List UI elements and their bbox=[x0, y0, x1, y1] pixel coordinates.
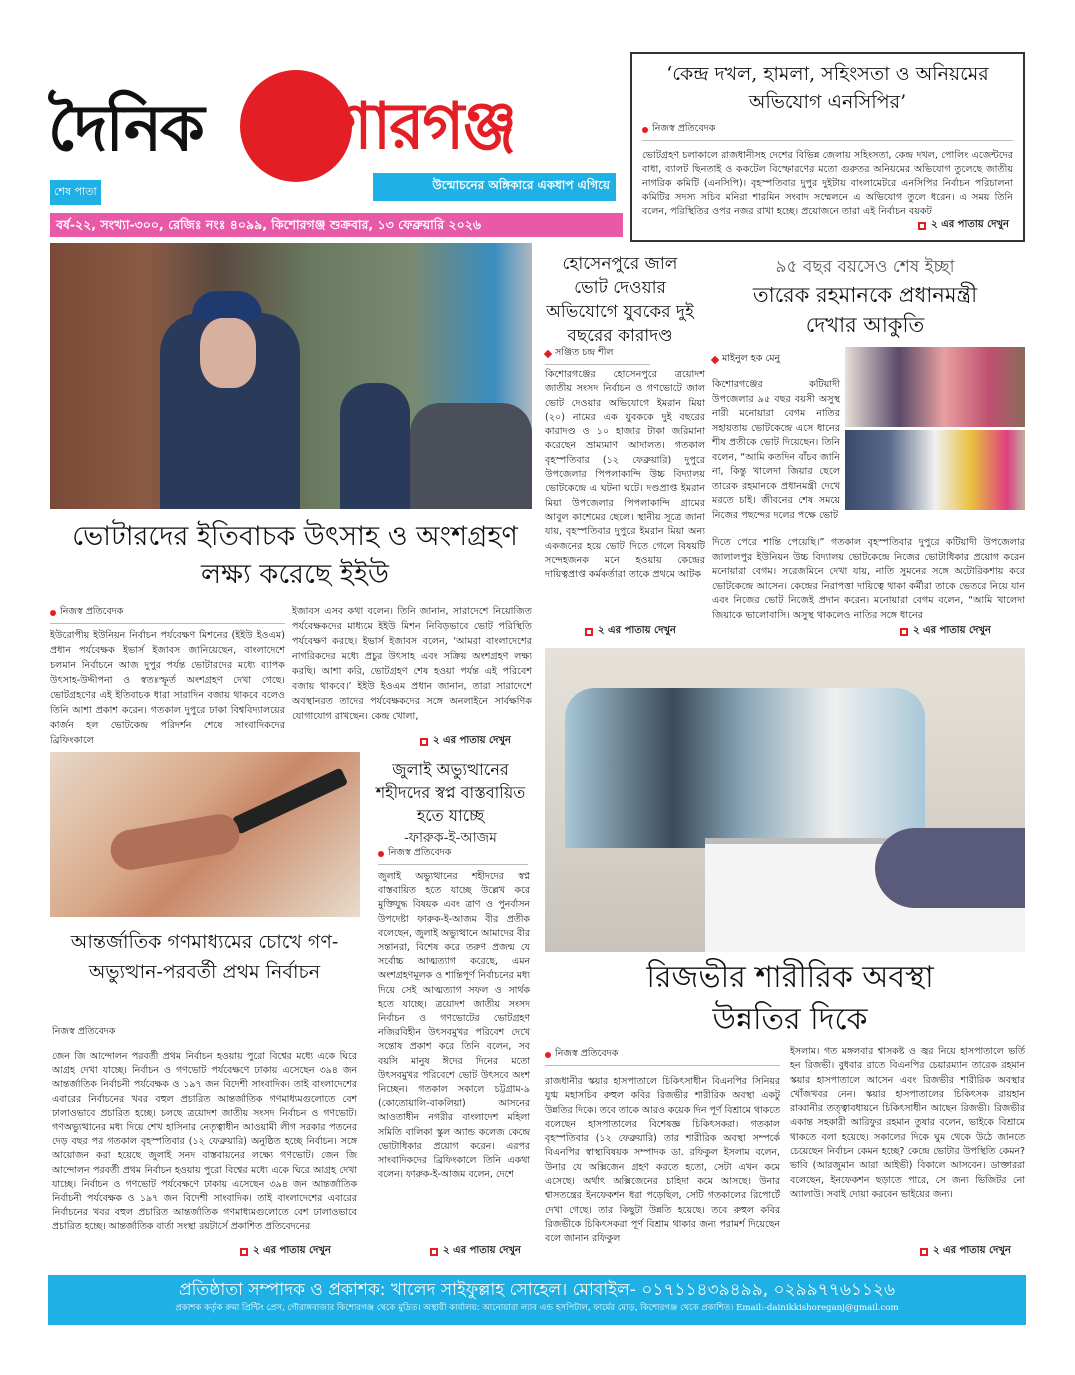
continue-label: ২ এর পাতায় দেখুন bbox=[253, 1245, 331, 1256]
continue-square-icon bbox=[240, 1248, 248, 1256]
rizvi-hospital-photo bbox=[545, 648, 1025, 952]
tarek-kicker: ৯৫ বছর বয়সেও শেষ ইচ্ছা bbox=[775, 257, 955, 277]
rizvi-body-col1: রাজধানীর স্কয়ার হাসপাতালে চিকিৎসাধীন বিএনপির সিনিয়র যুগ্ম মহাসচিব রুহুল কবির রিজভীর শারীরিক অবস্থা একটু উন্নতির দিকে। তবে তাকে আরও কয়েক দিন পূর্ণ বিশ্রামে থাকতে বলেছেন হাসপাতালের বিশেষজ্ঞ চিকিৎসকরা। গতকাল বৃহস্পতিবার (১২ ফেব্রুয়ারি) তার শারীরিক অবস্থা সম্পর্কে বিএনপির স্বাস্থ্যবিষয়ক সম্পাদক ডা. রফিকুল ইসলাম বলেন, উনার যে অক্সিজেন গ্রহণ করতে হতো, সেটা এখন কমে এসেছে। অর্থাৎ অক্সিজেনের চাহিদা কমে আসছে। উনার শ্বাসতন্ত্রের ইনফেকশন ধরা পড়েছিল, সেটি গতকালের রিপোর্টে দেখা গেছে। তার কিছুটা উন্নতি হয়েছে। তবে রুহুল কবির রিজভীকে চিকিৎসকরা পূর্ণ বিশ্রাম থাকার জন্য পরামর্শ দিয়েছেন বলে জানান রফিকুল bbox=[545, 1076, 780, 1245]
masthead-title-right: কিশোরগঞ্জ bbox=[248, 90, 516, 164]
intl-headline: আন্তর্জাতিক গণমাধ্যমের চোখে গণ-অভ্যুত্থান-পরবর্তী প্রথম নির্বাচন bbox=[70, 931, 339, 983]
tarek-byline bbox=[712, 352, 832, 370]
bullet-diamond-icon bbox=[544, 349, 552, 357]
tarek-continue-link[interactable] bbox=[900, 623, 991, 640]
ncp-byline bbox=[642, 122, 1013, 141]
slogan-banner: উন্মোচনের অঙ্গিকারে একধাপ এগিয়ে bbox=[373, 173, 616, 201]
continue-square-icon bbox=[585, 628, 593, 636]
eu-headline: ভোটারদের ইতিবাচক উৎসাহ ও অংশগ্রহণ লক্ষ্য করেছে ইইউ bbox=[72, 521, 518, 590]
ncp-headline: ‘কেন্দ্র দখল, হামলা, সহিংসতা ও অনিয়মের অভিযোগ এনসিপির’ bbox=[666, 63, 989, 113]
masthead bbox=[48, 70, 623, 180]
footer-email[interactable]: Email:-dainikkishoreganj@gmail.com bbox=[736, 1303, 899, 1313]
footer-publisher-line: প্রতিষ্ঠাতা সম্পাদক ও প্রকাশক: খালেদ সাইফুল্লাহ সোহেল। মোবাইল- ০১৭১১৪৩৯৪৯৯, ০২৯৯৭৭৬১১২৬ bbox=[178, 1280, 896, 1300]
continue-label: ২ এর পাতায় দেখুন bbox=[443, 1245, 521, 1256]
ncp-body: ভোটগ্রহণ চলাকালে রাজধানীসহ দেশের বিভিন্ন জেলায় সহিংসতা, কেন্দ্র দখল, পোলিং এজেন্টদের বাধা, ব্যালট ছিনতাই ও ককটেল বিস্ফোরণের মতো গুরুতর অনিয়মের অভিযোগ তুলেছে জাতীয় নাগরিক কমিটি (এনসিপি)। বৃহস্পতিবার দুপুর দুইটায় বাংলামেটরে এনসিপির নির্বাচন পরিচালনা কমিটির সদস্য সচিব মনিরা শারমিন সংবাদ সম্মেলনে এ অভিযোগ তুলে ধরেন। এ সময় তিনি বলেন, পরিস্থিতির ওপর নজর রাখা হচ্ছে। প্রয়োজনে তারা এই নির্বাচন বয়কট bbox=[642, 150, 1013, 217]
continue-label: ২ এর পাতায় দেখুন bbox=[433, 735, 511, 746]
rizvi-byline-text: নিজস্ব প্রতিবেদক bbox=[555, 1048, 619, 1059]
eu-byline bbox=[50, 605, 285, 624]
tarek-byline-text: মাইনুল হক মেনু bbox=[722, 353, 781, 364]
rizvi-byline bbox=[545, 1047, 780, 1066]
continue-square-icon bbox=[918, 222, 926, 230]
footer-imprint-text: প্রকাশক কর্তৃক রুমা প্রিন্টিং প্রেস, গৌরাঙ্গবাজার কিশোরগঞ্জ থেকে মুদ্রিত। অস্থায়ী কার্যালয়: আনোয়ারা ল্যাব এন্ড হসপিটাল, ফার্মের মোড়, কিশোরগঞ্জ থেকে প্রকাশিত। bbox=[175, 1303, 734, 1313]
july-body: জুলাই অভ্যুত্থানের শহীদদের স্বপ্ন বাস্তবায়িত হতে যাচ্ছে উল্লেখ করে মুক্তিযুদ্ধ বিষয়ক এবং ত্রাণ ও পুনর্বাসন উপদেষ্টা ফারুক-ই-আজম বীর প্রতীক বলেছেন, জুলাই অভ্যুত্থানে আমাদের বীর সন্তানরা, বিশেষ করে তরুণ প্রজন্ম যে সর্বোচ্চ আত্মত্যাগ করেছে, এমন অংশগ্রহণমূলক ও শান্তিপূর্ণ নির্বাচনের মধ্য দিয়ে সেই আত্মত্যাগ সফল ও সার্থক হতে যাচ্ছে। ত্রয়োদশ জাতীয় সংসদ নির্বাচন ও গণভোটের ভোটগ্রহণ নজিরবিহীন উৎসবমুখর পরিবেশ দেখে সন্তোষ প্রকাশ করে তিনি বলেন, সব বয়সি মানুষ ঈদের দিনের মতো উৎসবমুখর পরিবেশে ভোট উৎসবে অংশ নিচ্ছেন। গতকাল সকালে চট্টগ্রাম-৯ (কোতোয়ালি-বাকলিয়া) আসনের আওতাধীন নগরীর বাংলাদেশ মহিলা সমিতি বালিকা স্কুল অ্যান্ড কলেজ কেন্দ্রে ভোটাধিকার প্রয়োগ করেন। এরপর সাংবাদিকদের ব্রিফিংকালে তিনি একথা বলেন। ফারুক-ই-আজম বলেন, দেশে bbox=[378, 871, 530, 1181]
issue-info-bar: বর্ষ-২২, সংখ্যা-৩০০, রেজিঃ নংঃ ৪০৯৯, কিশোরগঞ্জ শুক্রবার, ১৩ ফেব্রুয়ারি ২০২৬ bbox=[50, 213, 623, 237]
july-continue-link[interactable] bbox=[430, 1243, 521, 1260]
voter-photo-1 bbox=[845, 347, 1025, 427]
july-attribution: -ফারুক-ই-আজম bbox=[404, 830, 497, 846]
rizvi-continue-link[interactable] bbox=[920, 1243, 1011, 1260]
eu-body-col1: ইউরোপীয় ইউনিয়ন নির্বাচন পর্যবেক্ষণ মিশনের (ইইউ ইওএম) প্রধান পর্যবেক্ষক ইভার্স ইজাবস জানিয়েছেন, বাংলাদেশে চলমান নির্বাচনে আজ দুপুর পর্যন্ত ভোটারদের মধ্যে ব্যাপক উৎসাহ-উদ্দীপনা ও স্বতঃস্ফূর্ত অংশগ্রহণ দেখা গেছে। ভোটগ্রহণের এই ইতিবাচক ধারা সারাদিন বজায় থাকবে বলেও তিনি আশা প্রকাশ করেন। গতকাল দুপুরে ঢাকা বিশ্ববিদ্যালয়ের কার্জন হল ভোটকেন্দ্র পরিদর্শন শেষে সাংবাদিকদের ব্রিফিংকালে bbox=[50, 630, 285, 746]
tarek-body-bottom: দিতে পেরে শান্তি পেয়েছি।” গতকাল বৃহস্পতিবার দুপুরে কটিয়াদী উপজেলার জালালপুর ইউনিয়ন উচ্চ বিদ্যালয় ভোটকেন্দ্রে নিজের ভোটাধিকার প্রয়োগ করেন মনোয়ারা বেগম। সরেজমিনে দেখা যায়, নাতি সুমনের সঙ্গে অটোরিকশায় করে ভোটকেন্দ্রে আসেন। কেন্দ্রের নিরাপত্তা দায়িত্বে থাকা কর্মীরা তাকে ভেতরে নিয়ে যান এবং নিজের ভোট নিজেই প্রদান করেন। মনোয়ারা বেগম বলেন, “আমি খালেদা জিয়াকে ভালোবাসি। অসুস্থ থাকলেও নাতির সঙ্গে ধানের bbox=[712, 537, 1025, 621]
photo-figure-face bbox=[200, 318, 256, 388]
rizvi-body-col2: ইসলাম। গত মঙ্গলবার শ্বাসকষ্ট ও জ্বর নিয়ে হাসপাতালে ভর্তি হন রিজভী। বুধবার রাতে বিএনপির চেয়ারম্যান তারেক রহমান স্কয়ার হাসপাতালে আসেন এবং রিজভীর শারীরিক অবস্থার খোঁজখবর নেন। স্কয়ার হাসপাতালের চিকিৎসক রায়হান রাব্বানীর তত্ত্বাবধায়নে চিকিৎসাধীন আছেন রিজভী। রিজভীর একান্ত সহকারী আরিফুর রহমান তুষার বলেন, ভাইকে বিশ্রামে থাকতে বলা হয়েছে। সকালের দিকে ঘুম থেকে উঠে জানতে চেয়েছেন নির্বাচন কেমন হচ্ছে? কেন্দ্রে ভোটার উপস্থিতি কেমন? ভাবি (আরজুমান আরা আইভী) বিকালে আসবেন। ডাক্তাররা বলেছেন, ইনফেকশন ছড়াতে পারে, সে জন্য ভিজিটর নো অ্যালাউ। সবাই দোয়া করবেন ভাইয়ের জন্য। bbox=[790, 1046, 1025, 1200]
intl-body: জেন জি আন্দোলন পরবর্তী প্রথম নির্বাচন হওয়ায় পুরো বিশ্বের মধ্যে একে ঘিরে আগ্রহ দেখা যাচ্ছে। নির্বাচন ও গণভোট পর্যবেক্ষণে ঢাকায় এসেছেন ৩৯৪ জন আন্তর্জাতিক নির্বাচনী পর্যবেক্ষক ও ১৯৭ জন বিদেশী সাংবাদিক। তাই বাংলাদেশের এবারের নির্বাচনের খবর বহুল প্রচারিত আন্তর্জাতিক গণমাধ্যমগুলোতে বেশ ঢালাওভাবে প্রচারিত হচ্ছে। চলছে ত্রয়োদশ জাতীয় সংসদ নির্বাচন ও গণভোট। গণঅভ্যুত্থানের মধ্য দিয়ে শেখ হাসিনার নেতৃত্বাধীন আওয়ামী লীগ সরকার পতনের দেড় বছর পর গতকাল বৃহস্পতিবার (১২ ফেব্রুয়ারি) অনুষ্ঠিত হচ্ছে নির্বাচন। সঙ্গে আয়োজন করা হয়েছে জুলাই সনদ বাস্তবায়নের লক্ষ্যে গণভোট। জেন জি আন্দোলন পরবর্তী প্রথম নির্বাচন হওয়ায় পুরো বিশ্বের মধ্যে একে ঘিরে আগ্রহ দেখা যাচ্ছে। নির্বাচন ও গণভোট পর্যবেক্ষণে ঢাকায় এসেছেন ৩৯৪ জন আন্তর্জাতিক নির্বাচনী পর্যবেক্ষক ও ১৯৭ জন বিদেশী সাংবাদিক। তাই বাংলাদেশের এবারের নির্বাচনের খবর বহুল প্রচারিত আন্তর্জাতিক গণমাধ্যমগুলোতে বেশ ঢালাওভাবে প্রচারিত হচ্ছে। আন্তর্জাতিক বার্তা সংস্থা রয়টার্সে প্রকাশিত প্রতিবেদনের bbox=[52, 1051, 357, 1233]
hosenpur-byline-text: সঞ্জিত চন্দ্র শীল bbox=[555, 347, 614, 358]
july-byline-text: নিজস্ব প্রতিবেদক bbox=[388, 847, 452, 858]
photo-marker-pen bbox=[232, 767, 348, 834]
photo-finger bbox=[108, 811, 243, 873]
continue-square-icon bbox=[920, 1248, 928, 1256]
section-label: শেষ পাতা bbox=[50, 180, 101, 205]
continue-square-icon bbox=[430, 1248, 438, 1256]
ncp-article-box bbox=[630, 52, 1025, 242]
july-byline bbox=[378, 846, 528, 865]
continue-label: ২ এর পাতায় দেখুন bbox=[931, 219, 1009, 230]
photo-figure-crowd bbox=[410, 403, 532, 509]
photo-figure-woman bbox=[340, 383, 410, 509]
photo-figure-cap bbox=[192, 291, 262, 319]
july-headline: জুলাই অভ্যুত্থানের শহীদদের স্বপ্ন বাস্তবায়িত হতে যাচ্ছে bbox=[375, 760, 526, 825]
continue-square-icon bbox=[420, 738, 428, 746]
intl-continue-link[interactable] bbox=[240, 1243, 331, 1260]
hosenpur-body: কিশোরগঞ্জের হোসেনপুরে ত্রয়োদশ জাতীয় সংসদ নির্বাচন ও গণভোটে জাল ভোট দেওয়ার অভিযোগে ইমরান মিয়া (২০) নামের এক যুবককে দুই বছরের কারাদণ্ড ও ১০ হাজার টাকা জরিমানা করেছেন ভ্রাম্যমাণ আদালত। গতকাল বৃহস্পতিবার (১২ ফেব্রুয়ারি) দুপুরে উপজেলার পিপলাকান্দি উচ্চ বিদ্যালয় ভোটকেন্দ্রে এ ঘটনা ঘটে। দণ্ডপ্রাপ্ত ইমরান মিয়া উপজেলার পিপলাকান্দি গ্রামের আবুল কাশেমের ছেলে। স্থানীয় সূত্রে জানা যায়, বৃহস্পতিবার দুপুরে ইমরান মিয়া অন্য একজনের হয়ে ভোট দিতে গেলে বিষয়টি সন্দেহজনক মনে হওয়ায় কেন্দ্রের দায়িত্বপ্রাপ্ত কর্মকর্তারা তাকে প্রথমে আটক bbox=[545, 369, 705, 581]
bullet-dot-icon bbox=[378, 851, 384, 857]
hosenpur-byline bbox=[545, 346, 650, 365]
hosenpur-continue-link[interactable] bbox=[585, 623, 676, 640]
tarek-body-top: কিশোরগঞ্জের কটিয়াদী উপজেলার ৯৫ বছর বয়সী অসুস্থ নারী মনোয়ারা বেগম নাতির সহায়তায় ভোটকেন্দ্রে এসে ধানের শীষ প্রতীকে ভোট দিয়েছেন। তিনি বলেন, “আমি কতদিন বাঁচব জানি না, কিন্তু খালেদা জিয়ার ছেলে তারেক রহমানকে প্রধানমন্ত্রী দেখে মরতে চাই। জীবনের শেষ সময়ে নিজের পছন্দের দলের পক্ষে ভোট bbox=[712, 379, 840, 521]
eu-body-col2: ইজাবস এসব কথা বলেন। তিনি জানান, সারাদেশে নিয়োজিত পর্যবেক্ষকদের মাধ্যমে ইইউ মিশন নিবিড়ভাবে ভোট পরিস্থিতি পর্যবেক্ষণ করছে। ইভার্স ইজাবস বলেন, ‘আমরা বাংলাদেশের নাগরিকদের মধ্যে প্রচুর উৎসাহ এবং সক্রিয় অংশগ্রহণ লক্ষ্য করছি। আশা করি, ভোটগ্রহণ শেষ হওয়া পর্যন্ত এই পরিবেশ বজায় থাকবে।’ ইইউ ইওএম প্রধান জানান, তারা সারাদেশে অবস্থানরত তাদের পর্যবেক্ষকদের সঙ্গে অনলাইনে সার্বক্ষণিক যোগাযোগ রাখছেন। কেন্দ্র খোলা, bbox=[292, 606, 532, 722]
intl-byline: নিজস্ব প্রতিবেদক bbox=[52, 1026, 116, 1037]
voter-photo-2 bbox=[845, 430, 1025, 510]
footer-imprint-line bbox=[48, 1301, 1026, 1315]
eu-observer-photo bbox=[50, 243, 532, 509]
continue-label: ২ এর পাতায় দেখুন bbox=[598, 625, 676, 636]
bullet-dot-icon bbox=[545, 1052, 551, 1058]
continue-label: ২ এর পাতায় দেখুন bbox=[913, 625, 991, 636]
masthead-title-left: দৈনিক bbox=[48, 92, 203, 166]
footer-bar bbox=[48, 1275, 1026, 1325]
rizvi-headline: রিজভীর শারীরিক অবস্থা উন্নতির দিকে bbox=[646, 960, 934, 1037]
continue-label: ২ এর পাতায় দেখুন bbox=[933, 1245, 1011, 1256]
bullet-dot-icon bbox=[50, 610, 56, 616]
ncp-byline-text: নিজস্ব প্রতিবেদক bbox=[652, 123, 716, 134]
ink-finger-photo bbox=[50, 752, 360, 917]
bullet-diamond-icon bbox=[711, 355, 719, 363]
ncp-continue-link[interactable] bbox=[918, 217, 1009, 234]
continue-square-icon bbox=[900, 628, 908, 636]
eu-byline-text: নিজস্ব প্রতিবেদক bbox=[60, 606, 124, 617]
tarek-headline: তারেক রহমানকে প্রধানমন্ত্রী দেখার আকুতি bbox=[752, 283, 978, 337]
hosenpur-headline: হোসেনপুরে জাল ভোট দেওয়ার অভিযোগে যুবকের দুই বছরের কারাদণ্ড bbox=[546, 254, 694, 346]
bullet-dot-icon bbox=[642, 127, 648, 133]
photo-doctors-group bbox=[565, 688, 925, 848]
photo-patient bbox=[875, 828, 1025, 908]
eu-continue-link[interactable] bbox=[420, 733, 511, 750]
